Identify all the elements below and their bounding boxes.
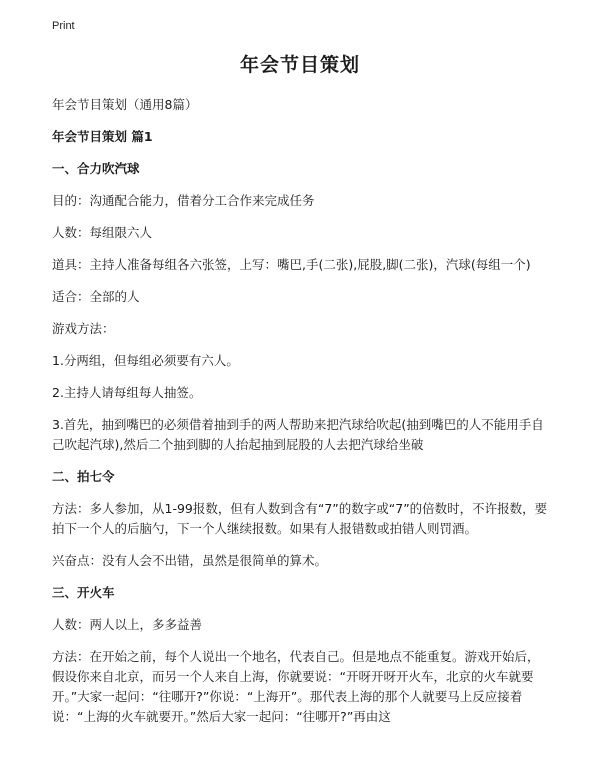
game2-excitement: 兴奋点：没有人会不出错，虽然是很简单的算术。 [52, 553, 328, 568]
game1-step-3: 3.首先，抽到嘴巴的必须借着抽到手的两人帮助来把汽球给吹起(抽到嘴巴的人不能用手自己吹起汽球),然后二个抽到脚的人抬起抽到屁股的人去把汽球给坐破 [52, 417, 544, 452]
game1-people: 人数：每组限六人 [52, 225, 153, 240]
game3-people: 人数：两人以上，多多益善 [52, 617, 203, 632]
game1-heading: 一、合力吹汽球 [52, 161, 140, 176]
print-label[interactable]: Print [52, 20, 75, 32]
document-subtitle: 年会节目策划（通用8篇） [52, 97, 198, 112]
game1-props: 道具：主持人准备每组各六张签，上写：嘴巴,手(二张),屁股,脚(二张)，汽球(每组一个) [52, 257, 531, 272]
game1-method-label: 游戏方法： [52, 321, 115, 336]
document-title: 年会节目策划 [239, 54, 360, 76]
game1-step-1: 1.分两组，但每组必须要有六人。 [52, 353, 239, 368]
game2-method: 方法：多人参加，从1-99报数，但有人数到含有“7”的数字或“7”的倍数时，不许报数，要拍下一个人的后脑勺，下一个人继续报数。如果有人报错数或拍错人则罚酒。 [52, 501, 548, 536]
document-body [52, 50, 548, 739]
game1-step-2: 2.主持人请每组每人抽签。 [52, 385, 202, 400]
game2-heading: 二、拍七令 [52, 469, 115, 484]
section-heading: 年会节目策划 篇1 [52, 129, 153, 144]
game3-heading: 三、开火车 [52, 585, 115, 600]
game3-method: 方法：在开始之前，每个人说出一个地名，代表自己。但是地点不能重复。游戏开始后，假设你来自北京，而另一个人来自上海，你就要说：“开呀开呀开火车，北京的火车就要开。”大家一起问：“往哪开?”你说：“上海开”。那代表上海的那个人就要马上反应接着说：“上海的火车就要开。”然后大家一起问：“往哪开?”再由这 [52, 649, 540, 724]
game1-suitable: 适合：全部的人 [52, 289, 140, 304]
game1-purpose: 目的：沟通配合能力，借着分工合作来完成任务 [52, 193, 315, 208]
